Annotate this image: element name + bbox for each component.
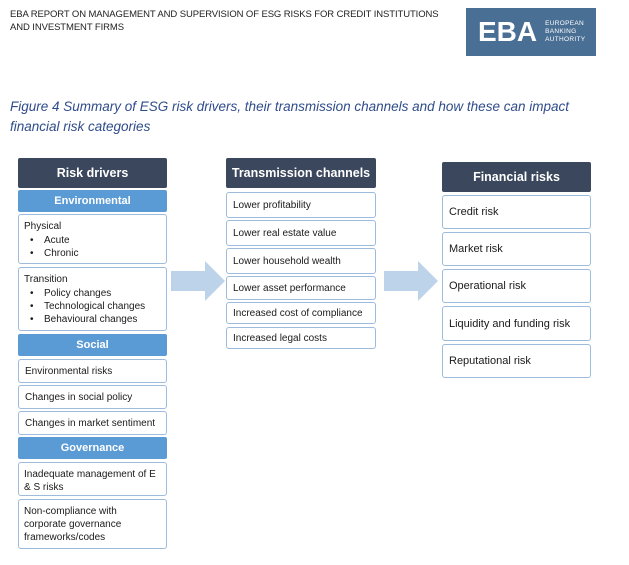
list-item: • Acute: [30, 234, 161, 247]
transition-label: Transition: [24, 274, 68, 285]
transition-list: [24, 287, 161, 326]
logo-mark: EBA: [478, 16, 538, 47]
financial-risks-header: Financial risks: [442, 162, 591, 192]
environmental-header: Environmental: [18, 190, 167, 212]
physical-list: [24, 234, 161, 260]
social-header: Social: [18, 334, 167, 356]
risk-drivers-header: Risk drivers: [18, 158, 167, 188]
financial-risk-item: Market risk: [442, 232, 591, 266]
channel-item: Lower household wealth: [226, 248, 376, 274]
logo-subtitle: [545, 20, 585, 44]
channel-item: Increased cost of compliance: [226, 302, 376, 324]
governance-header: Governance: [18, 437, 167, 459]
list-item: • Policy changes: [30, 287, 161, 300]
channel-item: Lower asset performance: [226, 276, 376, 300]
arrow-right-icon: [384, 261, 438, 301]
list-item: • Chronic: [30, 247, 161, 260]
logo-sub-line: BANKING: [545, 28, 577, 35]
channel-item: Lower profitability: [226, 192, 376, 218]
financial-risk-item: Liquidity and funding risk: [442, 306, 591, 341]
physical-label: Physical: [24, 221, 62, 232]
eba-logo: [466, 8, 596, 56]
logo-sub-line: AUTHORITY: [545, 36, 586, 43]
figure-title: Figure 4 Summary of ESG risk drivers, their transmission channels and how these can impact financial risk categories: [10, 99, 569, 134]
governance-item: Non-compliance with corporate governance frameworks/codes: [18, 499, 167, 549]
physical-box: [18, 214, 167, 264]
transition-box: [18, 267, 167, 331]
list-item: • Behavioural changes: [30, 313, 161, 326]
channel-item: Lower real estate value: [226, 220, 376, 246]
transmission-channels-header: Transmission channels: [226, 158, 376, 188]
financial-risk-item: Credit risk: [442, 195, 591, 229]
financial-risk-item: Operational risk: [442, 269, 591, 303]
channel-item: Increased legal costs: [226, 327, 376, 349]
governance-item: Inadequate management of E & S risks: [18, 462, 167, 496]
social-item: Changes in social policy: [18, 385, 167, 409]
financial-risk-item: Reputational risk: [442, 344, 591, 378]
report-header-title: EBA REPORT ON MANAGEMENT AND SUPERVISION OF ESG RISKS FOR CREDIT INSTITUTIONS AND INVESTMENT FIRMS: [10, 9, 439, 33]
list-item: • Technological changes: [30, 300, 161, 313]
arrow-right-icon: [171, 261, 225, 301]
social-item: Environmental risks: [18, 359, 167, 383]
social-item: Changes in market sentiment: [18, 411, 167, 435]
logo-sub-line: EUROPEAN: [545, 20, 585, 27]
